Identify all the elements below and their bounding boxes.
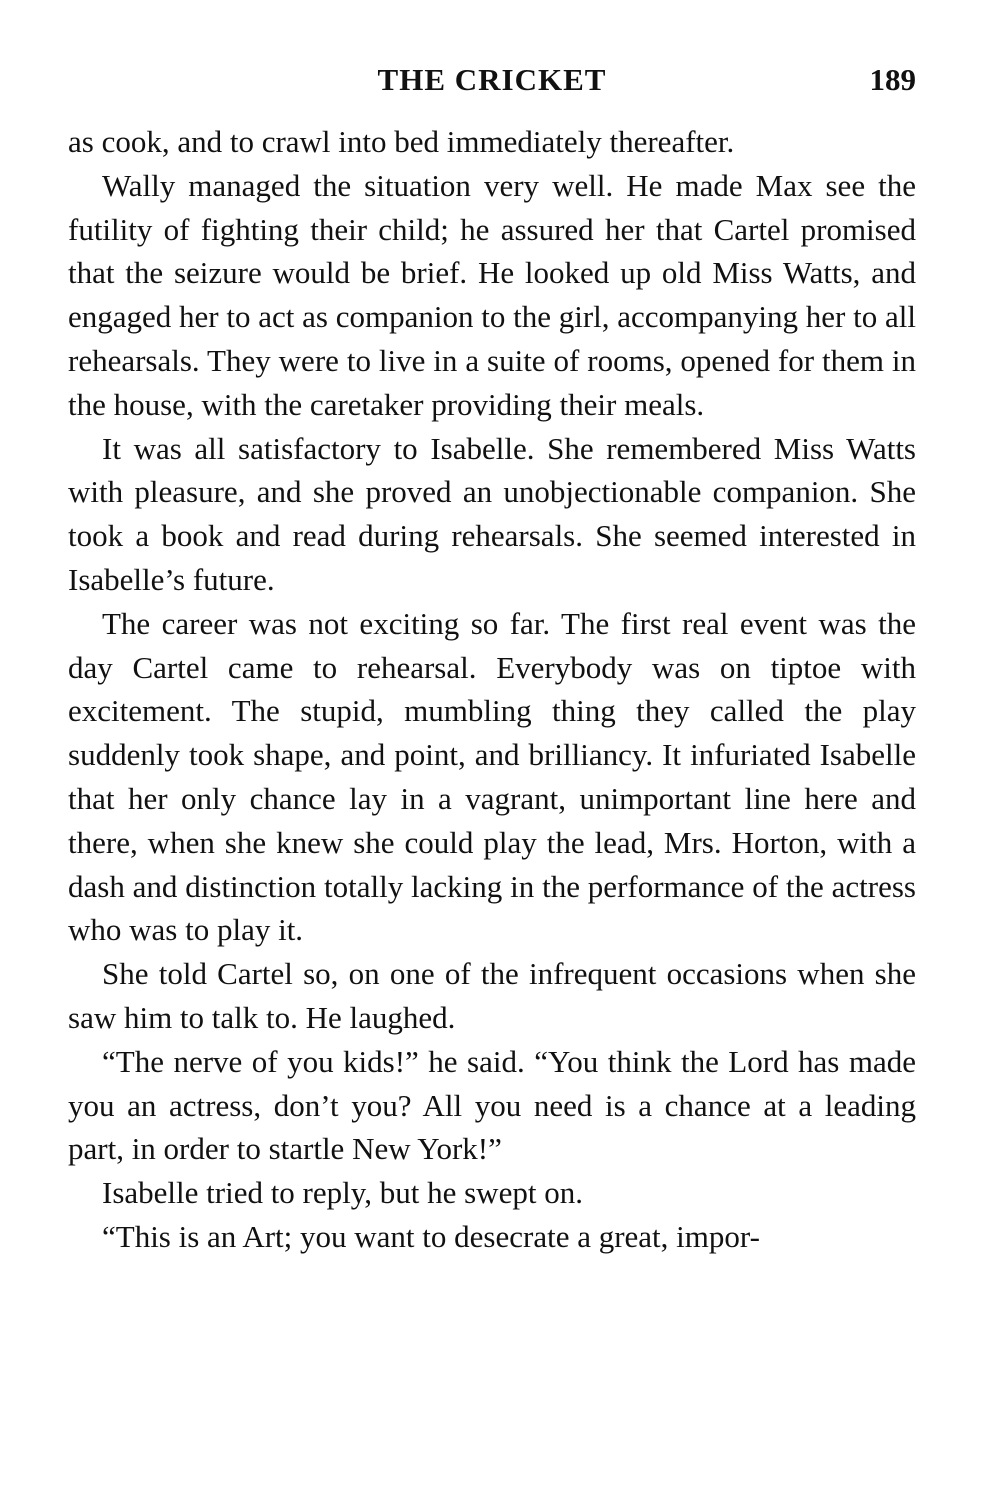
page-body	[68, 120, 916, 1259]
page-header	[68, 62, 916, 106]
page-number: 189	[869, 62, 916, 97]
paragraph: as cook, and to crawl into bed immediately thereafter.	[68, 124, 735, 159]
paragraph: “The nerve of you kids!” he said. “You think the Lord has made you an actress, don’t you? All you need is a chance at a leading part, in order to startle New York!”	[68, 1043, 916, 1167]
paragraph: It was all satisfactory to Isabelle. She remembered Miss Watts with pleasure, and she proved an unobjectionable companion. She took a book and read during rehearsals. She seemed interested in Isabelle’s future.	[68, 430, 916, 597]
paragraph: “This is an Art; you want to desecrate a great, impor-	[102, 1218, 760, 1254]
paragraph: She told Cartel so, on one of the infrequent occasions when she saw him to talk to. He laughed.	[68, 956, 916, 1035]
paragraph: The career was not exciting so far. The first real event was the day Cartel came to rehearsal. Everybody was on tiptoe with excitement. The stupid, mumbling thing they called the play suddenly took shape, and point, and brilliancy. It infuriated Isabelle that her only chance lay in a vagrant, unimportant line here and there, when she knew she could play the lead, Mrs. Horton, with a dash and distinction totally lacking in the performance of the actress who was to play it.	[68, 605, 916, 948]
paragraph: Wally managed the situation very well. He made Max see the futility of fighting their child; he assured her that Cartel promised that the seizure would be brief. He looked up old Miss Watts, and engaged her to act as companion to the girl, accompanying her to all rehearsals. They were to live in a suite of rooms, opened for them in the house, with the caretaker providing their meals.	[68, 167, 916, 422]
paragraph: Isabelle tried to reply, but he swept on.	[102, 1175, 583, 1211]
running-title: THE CRICKET	[377, 62, 607, 97]
